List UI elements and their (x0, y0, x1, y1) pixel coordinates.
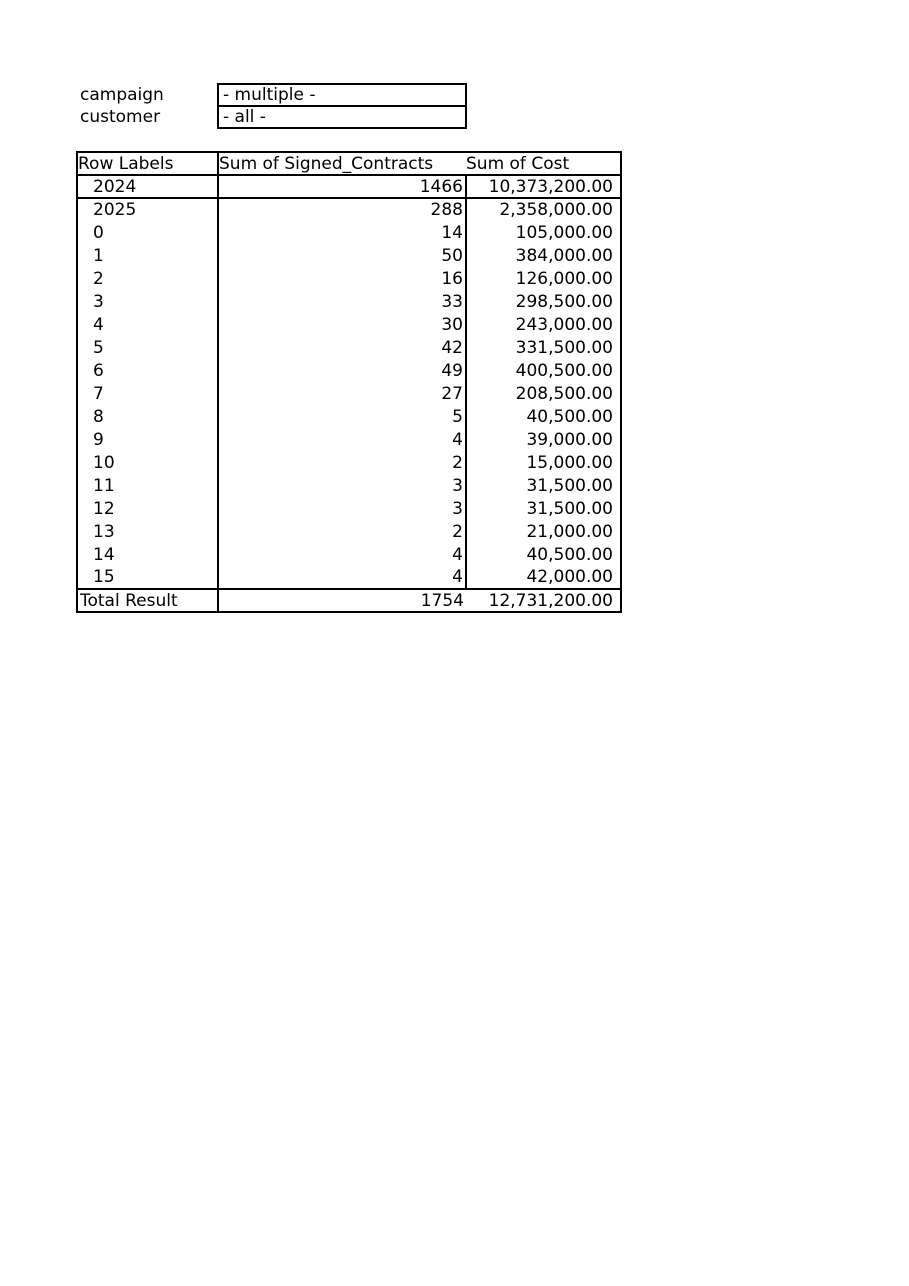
cost-cell: 15,000.00 (526, 452, 613, 473)
total-contracts-cell: 1754 (218, 589, 466, 612)
row-label-cell: 8 (77, 405, 218, 428)
row-label-cell: 10 (77, 451, 218, 474)
contracts-cell: 4 (218, 428, 466, 451)
row-label-cell: 0 (77, 221, 218, 244)
row-label-cell: 5 (77, 336, 218, 359)
row-label-cell: 12 (77, 497, 218, 520)
row-label-cell: 13 (77, 520, 218, 543)
cost-cell: 40,500.00 (526, 544, 613, 565)
row-label-cell: 14 (77, 543, 218, 566)
row-label-cell: 11 (77, 474, 218, 497)
contracts-cell: 2 (218, 451, 466, 474)
cost-cell: 243,000.00 (515, 314, 613, 335)
pivot-data-row (77, 221, 621, 244)
pivot-data-row (77, 543, 621, 566)
pivot-data-row (77, 474, 621, 497)
pivot-data-row (77, 244, 621, 267)
cost-cell: 384,000.00 (515, 245, 613, 266)
cost-cell: 400,500.00 (515, 360, 613, 381)
header-cost: Sum of Cost (466, 152, 621, 175)
cost-cell: 21,000.00 (526, 521, 613, 542)
cost-cell: 126,000.00 (515, 268, 613, 289)
contracts-cell: 3 (218, 497, 466, 520)
cost-cell: 2,358,000.00 (499, 200, 613, 220)
row-label-cell: 2 (77, 267, 218, 290)
pivot-body (77, 175, 621, 589)
row-label-cell: 6 (77, 359, 218, 382)
customer-filter-value: - all - (223, 107, 266, 127)
pivot-data-row (77, 290, 621, 313)
pivot-data-row (77, 336, 621, 359)
row-label-cell: 1 (77, 244, 218, 267)
cost-cell: 39,000.00 (526, 429, 613, 450)
pivot-total-row (77, 589, 621, 612)
contracts-cell: 288 (218, 198, 466, 221)
contracts-cell: 16 (218, 267, 466, 290)
pivot-data-row (77, 359, 621, 382)
contracts-cell: 30 (218, 313, 466, 336)
row-label-cell: 4 (77, 313, 218, 336)
cost-cell: 10,373,200.00 (466, 175, 621, 198)
contracts-cell: 2 (218, 520, 466, 543)
contracts-cell: 4 (218, 543, 466, 566)
pivot-data-row (77, 428, 621, 451)
row-label-cell: 2024 (77, 175, 218, 198)
contracts-cell: 50 (218, 244, 466, 267)
pivot-header-row (77, 152, 621, 175)
contracts-cell: 42 (218, 336, 466, 359)
pivot-data-row (77, 198, 621, 221)
row-label-cell: 2025 (77, 198, 218, 221)
contracts-cell: 27 (218, 382, 466, 405)
header-signed-contracts: Sum of Signed_Contracts (218, 152, 466, 175)
pivot-data-row (77, 520, 621, 543)
row-label-cell: 7 (77, 382, 218, 405)
contracts-cell: 14 (218, 221, 466, 244)
cost-cell: 42,000.00 (526, 567, 613, 587)
customer-filter-label: customer (80, 107, 161, 127)
contracts-cell: 33 (218, 290, 466, 313)
cost-cell: 105,000.00 (515, 222, 613, 243)
customer-filter-box[interactable] (217, 105, 467, 129)
pivot-data-row (77, 175, 621, 198)
pivot-table (76, 151, 622, 613)
contracts-cell: 4 (218, 566, 466, 589)
pivot-data-row (77, 566, 621, 589)
contracts-cell: 1466 (218, 175, 466, 198)
row-label-cell: 15 (77, 566, 218, 589)
contracts-cell: 49 (218, 359, 466, 382)
pivot-data-row (77, 497, 621, 520)
cost-cell: 31,500.00 (526, 475, 613, 496)
cost-cell: 208,500.00 (515, 383, 613, 404)
cost-cell: 331,500.00 (515, 337, 613, 358)
pivot-data-row (77, 313, 621, 336)
total-cost-cell: 12,731,200.00 (466, 589, 621, 612)
contracts-cell: 5 (218, 405, 466, 428)
total-label-cell: Total Result (77, 589, 218, 612)
campaign-filter-box[interactable] (217, 83, 467, 107)
pivot-data-row (77, 267, 621, 290)
contracts-cell: 3 (218, 474, 466, 497)
pivot-data-row (77, 451, 621, 474)
header-row-labels: Row Labels (77, 152, 218, 175)
cost-cell: 31,500.00 (526, 498, 613, 519)
row-label-cell: 9 (77, 428, 218, 451)
cost-cell: 298,500.00 (515, 291, 613, 312)
row-label-cell: 3 (77, 290, 218, 313)
pivot-data-row (77, 382, 621, 405)
campaign-filter-label: campaign (80, 85, 164, 105)
campaign-filter-value: - multiple - (223, 85, 316, 105)
cost-cell: 40,500.00 (526, 406, 613, 427)
pivot-data-row (77, 405, 621, 428)
